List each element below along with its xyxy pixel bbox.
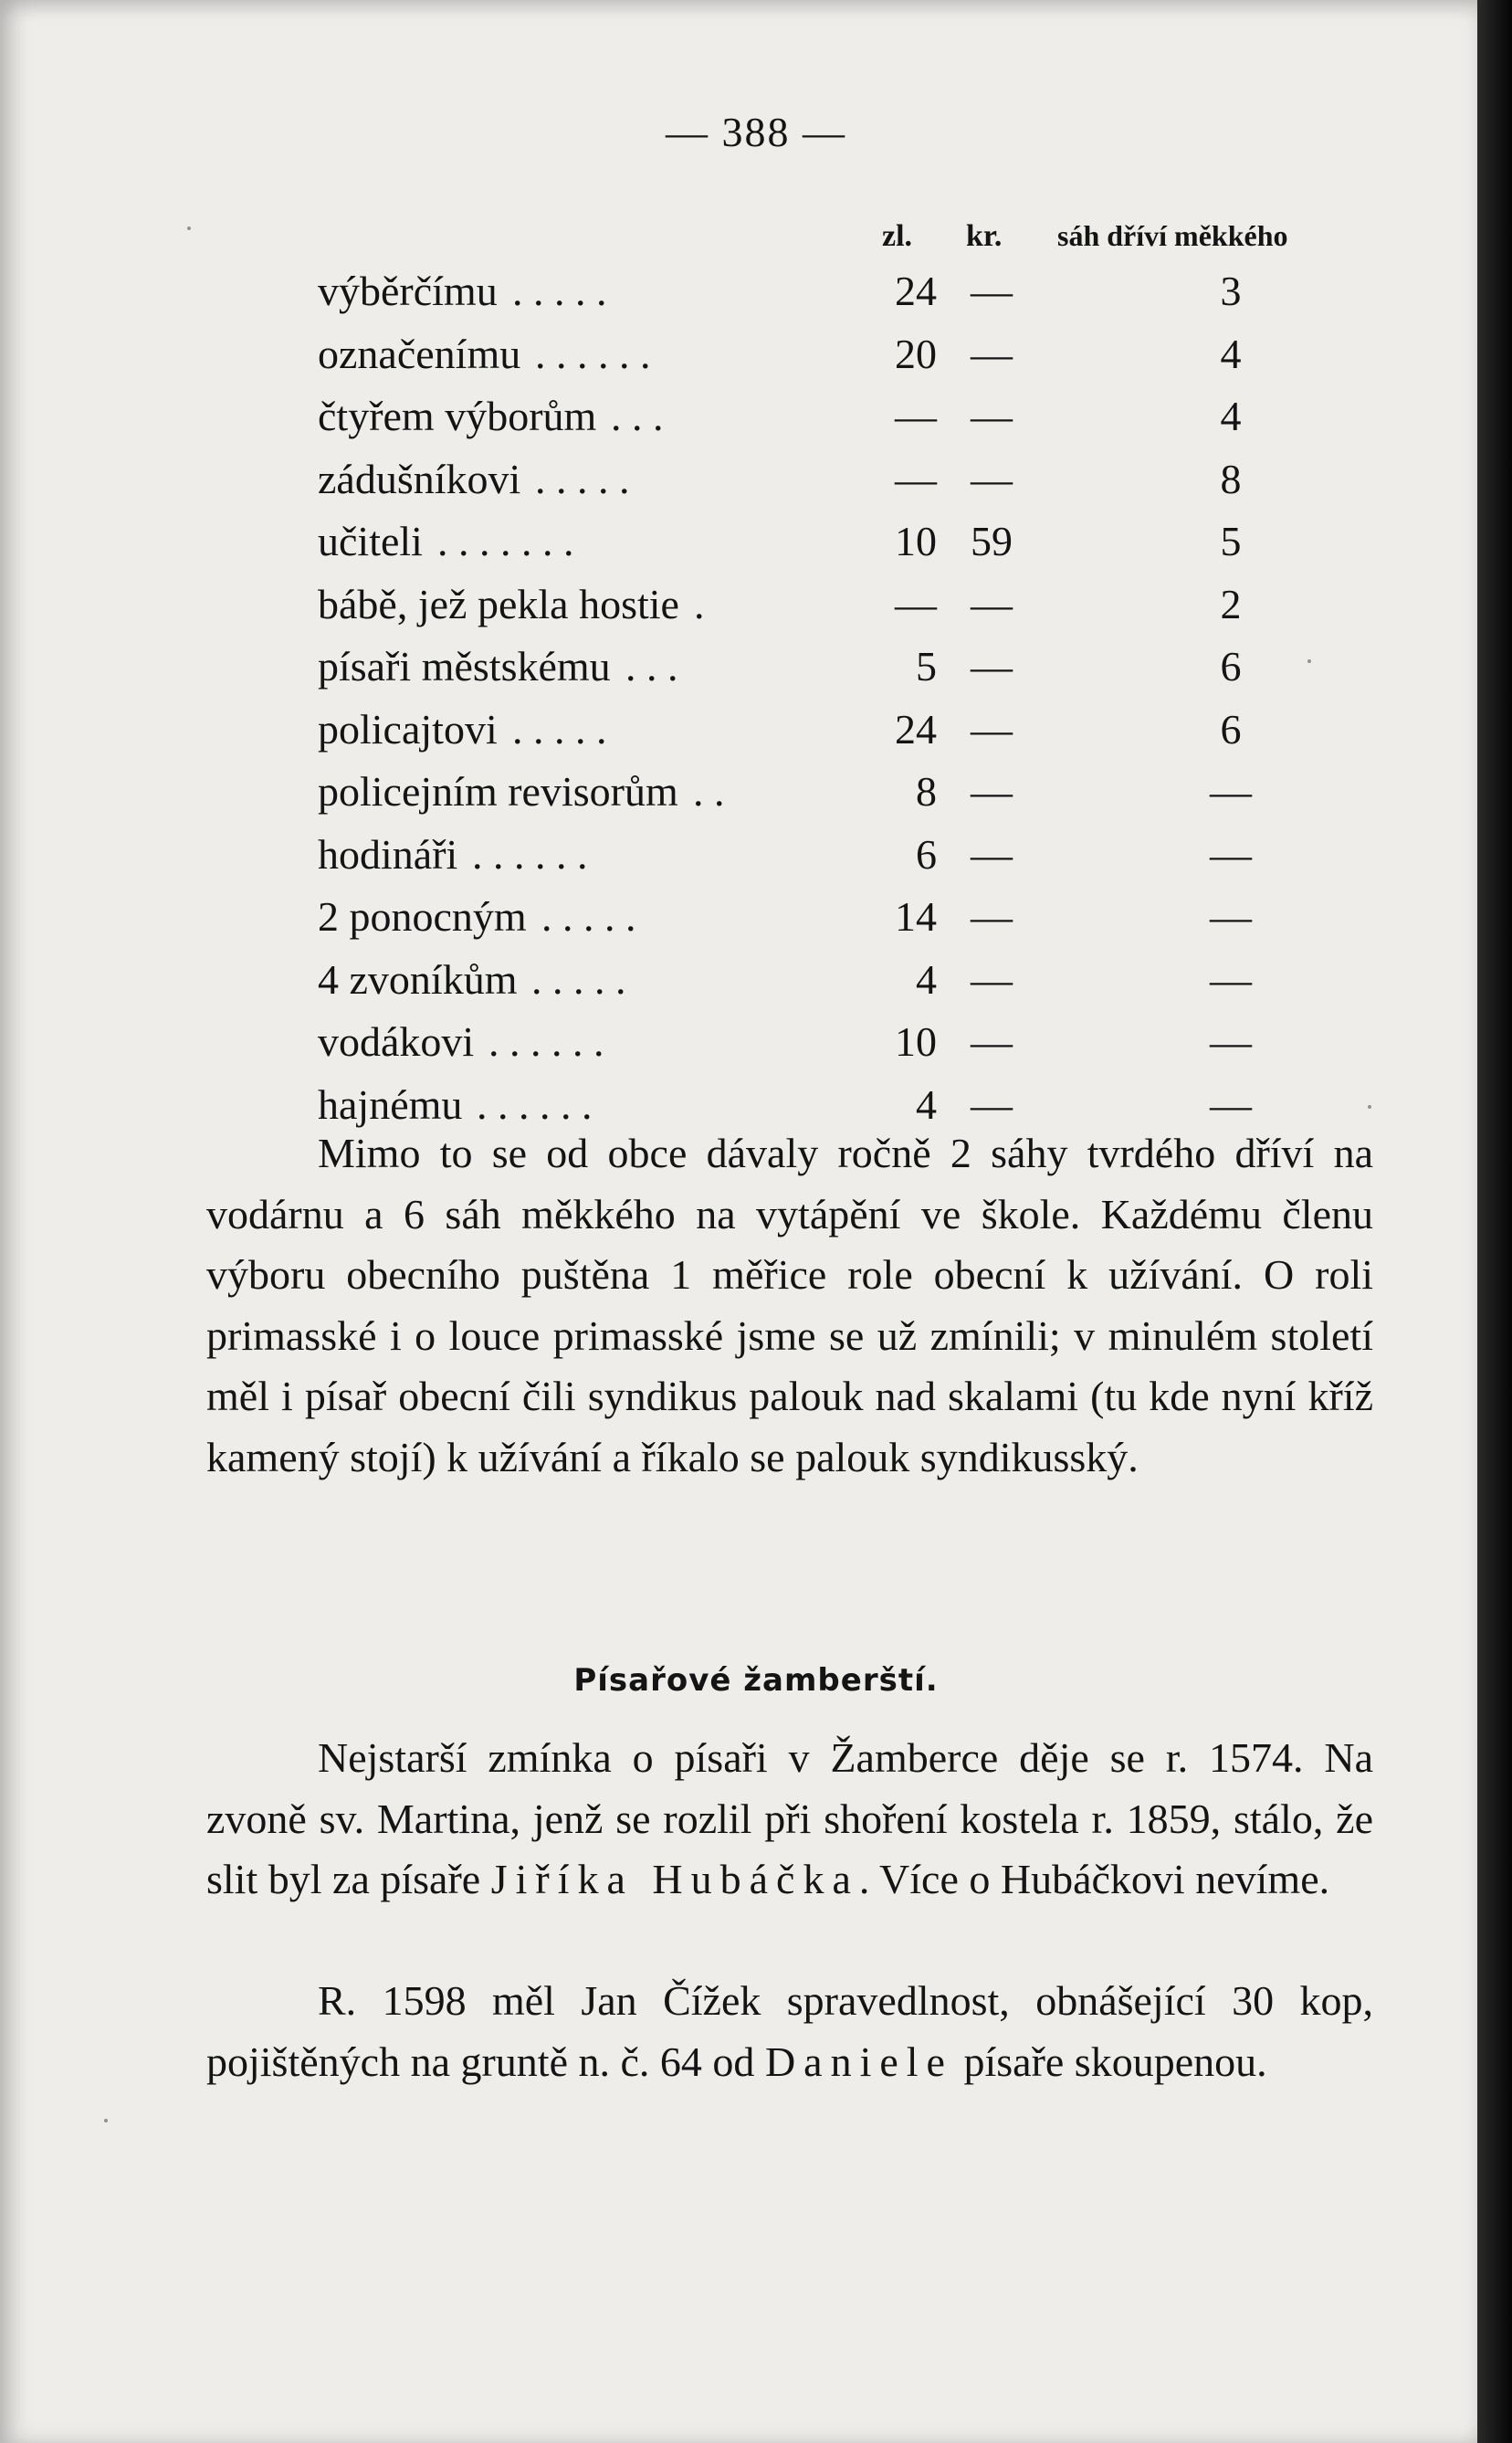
row-kr: —: [971, 955, 1013, 1003]
row-label: hajnému: [318, 1080, 463, 1128]
paragraph-oldest-mention: [206, 1728, 1373, 1911]
table-row: [0, 267, 1477, 330]
row-leader-dots: . . . . . .: [535, 330, 651, 377]
column-header-zl: zl.: [882, 219, 913, 253]
section-heading: Písařové žamberští.: [573, 1662, 939, 1699]
row-leader-dots: . . .: [625, 643, 678, 690]
row-sah: 4: [1220, 393, 1242, 439]
row-label: označenímu: [318, 330, 521, 377]
row-kr: —: [971, 830, 1013, 878]
row-leader-dots: . . . . . .: [472, 830, 588, 878]
row-sah: —: [1210, 1018, 1252, 1065]
paragraph-wood-allowance: Mimo to se od obce dávaly ročně 2 sáhy tvrdého dříví na vodárnu a 6 sáh měkkého na vytápění ve škole. Každému členu výboru obecního puštěna 1 měřice role obecní k užívání. O roli primasské i o louce primasské jsme se už zmínili; v minulém století měl i písař obecní čili syndikus palouk nad skalami (tu kde nyní kříž kamený stojí) k užívání a říkalo se palouk syndikusský.: [206, 1130, 1373, 1480]
row-label: vodákovi: [318, 1018, 475, 1065]
row-label: učiteli: [318, 518, 423, 564]
table-row: [0, 392, 1477, 455]
row-leader-dots: . . . . .: [531, 955, 626, 1003]
paragraph-cizek: [206, 1971, 1373, 2092]
row-kr: —: [971, 1080, 1013, 1128]
table-row: [0, 830, 1477, 893]
row-zl: 24: [895, 705, 937, 753]
row-leader-dots: . . . . . . .: [437, 518, 574, 564]
row-sah: 2: [1220, 580, 1242, 627]
row-sah: —: [1210, 768, 1252, 815]
row-zl: 10: [895, 1018, 937, 1065]
table-row: [0, 1017, 1477, 1080]
row-label: hodináři: [318, 830, 458, 878]
row-sah: 6: [1220, 643, 1242, 690]
row-kr: —: [971, 580, 1013, 627]
row-zl: 5: [916, 643, 937, 690]
row-leader-dots: . . . . .: [535, 455, 630, 502]
row-kr: —: [971, 455, 1013, 502]
row-leader-dots: . . . . .: [512, 705, 607, 753]
row-zl: 4: [916, 955, 937, 1003]
row-leader-dots: . . . . . .: [488, 1018, 604, 1065]
row-sah: 4: [1220, 330, 1242, 377]
row-sah: —: [1210, 893, 1252, 940]
paragraph-text: písaře skoupenou.: [963, 2038, 1267, 2085]
row-kr: —: [971, 330, 1013, 377]
row-label: zádušníkovi: [318, 455, 521, 502]
scan-speck: [1307, 659, 1311, 663]
table-row: [0, 517, 1477, 580]
row-sah: 6: [1220, 705, 1242, 753]
row-zl: —: [895, 580, 937, 627]
row-label: policejním revisorům: [318, 768, 678, 815]
row-leader-dots: . . . . . .: [477, 1080, 593, 1128]
row-kr: 59: [971, 518, 1013, 564]
row-zl: 6: [916, 830, 937, 878]
row-label: výběrčímu: [318, 268, 498, 314]
payment-table: [0, 267, 1477, 1143]
row-label: písaři městskému: [318, 643, 611, 690]
row-sah: 8: [1220, 455, 1242, 502]
row-kr: —: [971, 768, 1013, 815]
row-label: policajtovi: [318, 705, 498, 753]
row-kr: —: [971, 893, 1013, 940]
row-zl: 8: [916, 768, 937, 815]
paragraph-text: Nejstarší zmínka o písaři v Žamberce děje se r. 1574. Na zvoně sv. Martina, jenž se rozlil při shoření kostela r. 1859, stálo, že slit byl za písaře: [206, 1734, 1373, 1902]
scribe-name: Jiříka Hubáčka: [490, 1856, 859, 1902]
table-row: [0, 892, 1477, 955]
row-zl: 14: [895, 893, 937, 940]
scan-speck: [1368, 1105, 1371, 1109]
column-header-sah: sáh dříví měkkého: [1057, 219, 1288, 252]
row-sah: 5: [1220, 518, 1242, 564]
row-kr: —: [971, 1018, 1013, 1065]
table-row: [0, 455, 1477, 518]
page-number: — 388 —: [666, 109, 846, 155]
scan-speck: [187, 226, 191, 230]
paragraph-text: R. 1598 měl Jan Čížek spravedlnost, obnášející 30 kop, pojištěných na gruntě n. č. 64 od: [206, 1977, 1373, 2085]
row-sah: 3: [1220, 268, 1242, 314]
row-zl: —: [895, 393, 937, 439]
row-leader-dots: . .: [693, 768, 725, 815]
scan-edge: [1477, 0, 1512, 2443]
row-zl: 4: [916, 1080, 937, 1128]
row-kr: —: [971, 705, 1013, 753]
row-label: čtyřem výborům: [318, 393, 597, 439]
table-row: [0, 767, 1477, 830]
row-zl: 10: [895, 518, 937, 564]
table-row: [0, 330, 1477, 393]
row-sah: —: [1210, 1080, 1252, 1128]
row-leader-dots: .: [694, 580, 705, 627]
row-sah: —: [1210, 955, 1252, 1003]
row-leader-dots: . . .: [611, 393, 664, 439]
table-row: [0, 642, 1477, 705]
paragraph-text: . Více o Hubáčkovi nevíme.: [858, 1856, 1330, 1902]
row-leader-dots: . . . . .: [512, 268, 607, 314]
row-zl: 20: [895, 330, 937, 377]
row-label: bábě, jež pekla hostie: [318, 580, 679, 627]
row-label: 2 ponocným: [318, 893, 527, 940]
column-header-kr: kr.: [966, 219, 1003, 253]
row-kr: —: [971, 643, 1013, 690]
row-label: 4 zvoníkům: [318, 955, 518, 1003]
table-row: [0, 580, 1477, 643]
row-kr: —: [971, 393, 1013, 439]
row-leader-dots: . . . . .: [541, 893, 636, 940]
scan-speck: [104, 2119, 108, 2122]
scribe-name: Daniele: [764, 2038, 953, 2085]
row-sah: —: [1210, 830, 1252, 878]
row-zl: 24: [895, 268, 937, 314]
row-zl: —: [895, 455, 937, 502]
table-row: [0, 705, 1477, 768]
row-kr: —: [971, 268, 1013, 314]
table-row: [0, 955, 1477, 1018]
